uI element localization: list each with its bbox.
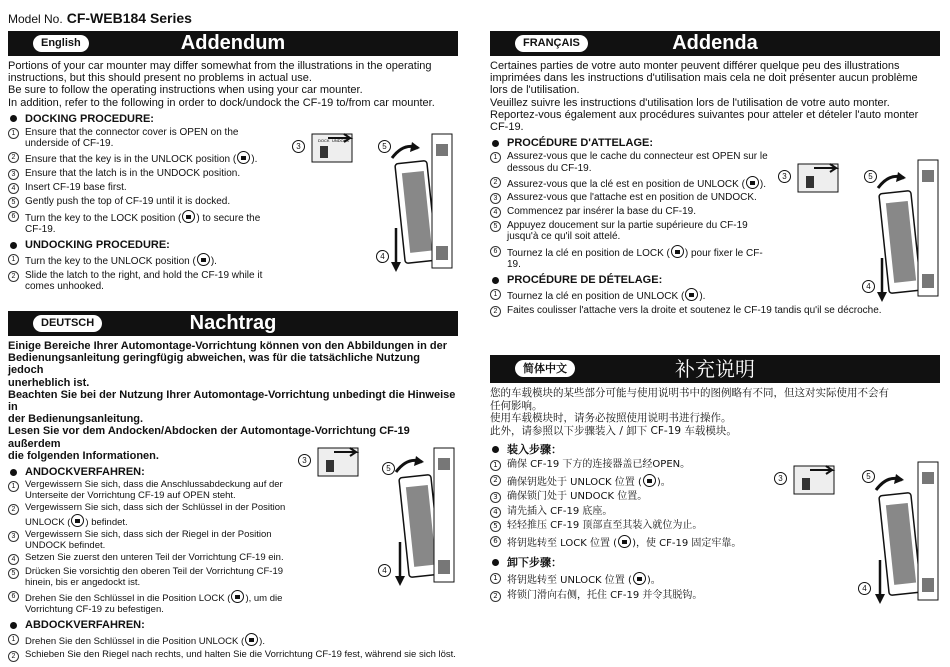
step-text: Vergewissern Sie sich, dass sich der Schlüssel in der Position UNLOCK — [25, 502, 286, 528]
callout-4: 4 — [862, 280, 875, 293]
step-text: Appuyez doucement sur la partie supérieure du CF-19 jusqu'à ce qu'il soit attelé. — [507, 220, 748, 243]
step-item: 2 Ensure that the key is in the UNLOCK position ( ). — [8, 151, 278, 165]
step-item — [490, 151, 770, 174]
bullet-icon — [492, 277, 499, 284]
step-item — [490, 192, 770, 204]
step-text: 将钥匙转至 UNLOCK 位置 — [507, 575, 625, 586]
step-text: Turn the key to the UNLOCK position — [25, 256, 190, 268]
undocking-steps — [8, 633, 458, 662]
lock-icon — [618, 535, 631, 548]
step-number: 5 — [490, 221, 501, 232]
bullet-icon — [492, 446, 499, 453]
bullet-icon — [10, 242, 17, 249]
step-text: Ensure that the latch is in the UNDOCK position. — [25, 167, 241, 179]
heading-text: 装入步骤： — [507, 443, 562, 456]
step-number: 1 — [490, 289, 501, 300]
step-text: Gently push the top of CF-19 until it is docked. — [25, 195, 231, 207]
car-mounter-diagram — [778, 152, 944, 304]
intro-line: die folgenden Informationen. — [8, 449, 159, 462]
unlock-icon — [685, 288, 698, 301]
step-number: 1 — [8, 634, 19, 645]
heading-text: ABDOCKVERFAHREN: — [25, 619, 145, 632]
section-header — [8, 311, 458, 336]
step-number: 4 — [490, 507, 501, 518]
model-label: Model No. — [8, 12, 63, 26]
step-tail: befindet. — [88, 516, 128, 528]
docking-procedure-title — [490, 137, 940, 149]
step-number: 5 — [8, 197, 19, 208]
step-number: 2 — [490, 177, 501, 188]
step-item — [490, 305, 940, 317]
step-item — [8, 567, 298, 588]
step-number: 6 — [8, 591, 19, 602]
step-item: 1 Turn the key to the UNLOCK position ( ). — [8, 253, 278, 267]
car-mounter-diagram — [292, 128, 458, 278]
callout-3: 3 — [298, 454, 311, 467]
callout-4: 4 — [376, 250, 389, 263]
intro-line: CF-19. — [490, 121, 524, 134]
undocking-procedure-title — [8, 619, 458, 631]
step-number: 5 — [8, 568, 19, 579]
step-number: 1 — [490, 152, 501, 163]
intro-line: der Bedienungsanleitung. — [8, 413, 144, 426]
step-text: Assurez-vous que l'attache est en position de UNDOCK. — [507, 192, 757, 204]
step-text: Tournez la clé en position de UNLOCK — [507, 291, 679, 303]
callout-5: 5 — [382, 462, 395, 475]
step-tail: . — [702, 291, 706, 303]
unlock-icon — [633, 572, 646, 585]
step-tail: 。 — [660, 476, 671, 488]
heading-text: UNDOCKING PROCEDURE: — [25, 239, 170, 252]
mounter-illustration-zh — [774, 456, 944, 608]
step-tail: . — [254, 154, 258, 166]
step-item — [8, 270, 278, 293]
step-number: 2 — [490, 475, 501, 486]
docking-procedure-title — [490, 441, 940, 457]
step-text: Vergewissern Sie sich, dass sich der Riegel in der Position UNDOCK befindet. — [25, 529, 272, 551]
step-tail: . — [262, 636, 265, 648]
step-item — [8, 196, 278, 208]
step-item — [490, 220, 770, 243]
step-item: 6 Turn the key to the LOCK position ( ) to secure the CF-19. — [8, 210, 278, 236]
mounter-illustration-fr — [778, 152, 944, 304]
step-text: Vergewissern Sie sich, dass die Anschlussabdeckung auf der Unterseite der Vorrichtung CF-19 auf OPEN steht. — [25, 479, 283, 501]
section-title: Addenda — [672, 32, 758, 54]
unlock-icon — [71, 514, 84, 527]
mounter-illustration-de — [298, 442, 458, 592]
docking-steps — [490, 459, 770, 550]
intro-line: 您的车载模块的某些部分可能与使用说明书中的图例略有不同，但这对实际使用不会有 — [490, 387, 889, 399]
bullet-icon — [492, 140, 499, 147]
step-tail: , um die Vorrichtung CF-19 zu befestigen. — [25, 593, 283, 615]
intro-line: Certaines parties de votre auto monter peuvent différer quelque peu des illustrations — [490, 60, 900, 72]
intro-line: lors de l'utilisation. — [490, 84, 580, 97]
model-value: CF-WEB184 Series — [66, 10, 192, 26]
step-item — [8, 127, 278, 150]
step-text: 轻轻推压 CF-19 顶部直至其装入就位为止。 — [507, 520, 703, 531]
heading-text: 卸下步骤： — [507, 556, 562, 569]
intro-line: Beachten Sie bei der Nutzung Ihrer Automontage-Vorrichtung unbedingt die Hinweise in — [8, 388, 456, 414]
step-number: 6 — [490, 246, 501, 257]
unlock-icon — [197, 253, 210, 266]
step-number: 6 — [8, 211, 19, 222]
step-text: Slide the latch to the right, and hold the CF-19 while it comes unhooked. — [25, 269, 263, 292]
step-number: 2 — [490, 591, 501, 602]
step-item: 1 将钥匙转至 UNLOCK 位置 ( )。 — [490, 572, 940, 588]
model-number — [8, 10, 192, 26]
docking-steps — [490, 151, 770, 270]
intro-line: Portions of your car mounter may differ somewhat from the illustrations in the operating — [8, 60, 432, 72]
unlock-icon — [237, 151, 250, 164]
step-item — [8, 553, 298, 565]
section-header — [8, 31, 458, 56]
bullet-icon — [10, 622, 17, 629]
bullet-icon — [10, 115, 17, 122]
step-number: 3 — [490, 492, 501, 503]
intro-line: Reportez-vous également aux procédures suivantes pour atteler et dételer l'auto monter — [490, 108, 919, 121]
step-item: 2 确保钥匙处于 UNLOCK 位置 ( )。 — [490, 474, 770, 490]
intro-text — [8, 60, 458, 109]
step-tail: pour fixer le CF-19. — [507, 247, 763, 270]
step-item — [8, 182, 278, 194]
step-text: Commencez par insérer la base du CF-19. — [507, 206, 696, 218]
step-text: Setzen Sie zuerst den unteren Teil der Vorrichtung CF-19 ein. — [25, 552, 284, 564]
step-item — [490, 459, 770, 472]
intro-line: Lesen Sie vor dem Andocken/Abdocken der Automontage-Vorrichtung CF-19 außerdem — [8, 425, 410, 450]
callout-5: 5 — [378, 140, 391, 153]
step-item: 2 Assurez-vous que la clé est en position de UNLOCK ( ). — [490, 176, 770, 190]
unlock-icon — [746, 176, 759, 189]
intro-line: imprimées dans les instructions d'utilisation mais cela ne doit présenter aucun problème — [490, 72, 918, 85]
step-item: 1 Tournez la clé en position de UNLOCK ( ). — [490, 288, 940, 302]
section-header — [490, 355, 940, 383]
step-item: 6 将钥匙转至 LOCK 位置 ( )，使 CF-19 固定牢靠。 — [490, 535, 770, 551]
intro-line: Veuillez suivre les instructions d'utilisation lors de l'utilisation de votre auto monter. — [490, 96, 890, 109]
heading-text: DOCKING PROCEDURE: — [25, 112, 154, 125]
step-number: 4 — [490, 207, 501, 218]
step-number: 3 — [8, 531, 19, 542]
step-tail: to secure the CF-19. — [25, 212, 261, 235]
step-number: 4 — [8, 183, 19, 194]
step-number: 5 — [490, 521, 501, 532]
unlock-icon — [245, 633, 258, 646]
dock-label: DOCK — [318, 138, 330, 143]
step-number: 4 — [8, 554, 19, 565]
step-number: 2 — [8, 152, 19, 163]
intro-line: Be sure to follow the operating instructions when using your car mounter. — [8, 84, 363, 97]
callout-5: 5 — [864, 170, 877, 183]
step-tail: 。 — [650, 575, 661, 586]
step-number: 1 — [490, 573, 501, 584]
step-item: 1 Drehen Sie den Schlüssel in die Position UNLOCK ( ). — [8, 633, 458, 648]
step-item: 6 Drehen Sie den Schlüssel in die Position LOCK ( ), um die Vorrichtung CF-19 zu befestigen. — [8, 590, 298, 615]
step-text: 将锁门滑向右侧，托住 CF-19 并令其脱钩。 — [507, 589, 703, 601]
step-item — [490, 506, 770, 519]
step-text: 确保 CF-19 下方的连接器盖已经OPEN。 — [507, 459, 691, 470]
step-text: 确保钥匙处于 UNLOCK 位置 — [507, 476, 635, 488]
intro-text — [490, 60, 940, 133]
step-number: 1 — [8, 128, 19, 139]
intro-line: instructions, but this should present no problems in actual use. — [8, 72, 312, 85]
heading-text: PROCÉDURE D'ATTELAGE: — [507, 137, 654, 150]
callout-4: 4 — [378, 564, 391, 577]
language-badge: English — [33, 35, 89, 52]
step-text: Ensure that the key is in the UNLOCK position — [25, 154, 231, 166]
step-tail: . — [214, 256, 217, 268]
intro-line: Bedienungsanleitung geringfügig abweichen, was für die tatsächliche Nutzung jedoch — [8, 352, 420, 377]
step-text: 确保锁门处于 UNDOCK 位置。 — [507, 491, 648, 502]
step-number: 2 — [8, 271, 19, 282]
undock-label: UNDOCK — [332, 138, 350, 143]
intro-line: Einige Bereiche Ihrer Automontage-Vorrichtung können von den Abbildungen in der — [8, 340, 448, 352]
step-item: 2 Vergewissern Sie sich, dass sich der Schlüssel in der Position UNLOCK ( ) befindet. — [8, 503, 298, 528]
step-tail: . — [763, 178, 767, 190]
docking-steps — [8, 127, 278, 235]
intro-line: 任何影响。 — [490, 399, 543, 412]
step-text: Tournez la clé en position de LOCK — [507, 247, 664, 259]
section-title: Nachtrag — [189, 312, 277, 334]
step-text: Drehen Sie den Schlüssel in die Position LOCK — [25, 593, 225, 605]
step-text: Insert CF-19 base first. — [25, 181, 127, 193]
step-item — [8, 168, 278, 180]
callout-3: 3 — [778, 170, 791, 183]
step-text: Drücken Sie vorsichtig den oberen Teil der Vorrichtung CF-19 hinein, bis er angedockt ist. — [25, 566, 284, 588]
step-text: Turn the key to the LOCK position — [25, 212, 176, 224]
step-text: 请先插入 CF-19 底座。 — [507, 505, 613, 517]
step-number: 3 — [490, 193, 501, 204]
intro-line: In addition, refer to the following in order to dock/undock the CF-19 to/from car mounter. — [8, 96, 435, 109]
step-item — [490, 206, 770, 218]
docking-procedure-title — [8, 113, 458, 125]
lock-icon — [671, 245, 684, 258]
step-tail: ，使 CF-19 固定牢靠。 — [635, 537, 742, 549]
step-text: Faites coulisser l'attache vers la droite et soutenez le CF-19 tandis qu'il se décroche. — [507, 304, 882, 316]
mounter-illustration-en — [292, 128, 458, 278]
intro-line: 此外，请参照以下步骤装入 / 卸下 CF-19 车载模块。 — [490, 424, 737, 437]
language-badge: 简体中文 — [515, 360, 575, 377]
undocking-steps — [8, 253, 278, 292]
intro-line: unerheblich ist. — [8, 376, 90, 389]
step-item — [8, 530, 298, 551]
step-text: 将钥匙转至 LOCK 位置 — [507, 537, 610, 549]
step-text: Drehen Sie den Schlüssel in die Position UNLOCK — [25, 636, 239, 648]
step-number: 1 — [8, 254, 19, 265]
step-number: 2 — [8, 651, 19, 662]
step-number: 2 — [490, 306, 501, 317]
step-text: Assurez-vous que le cache du connecteur est OPEN sur le dessous du CF-19. — [507, 151, 768, 174]
intro-line: 使用车载模块时，请务必按照使用说明书进行操作。 — [490, 412, 732, 424]
callout-5: 5 — [862, 470, 875, 483]
callout-3: 3 — [292, 140, 305, 153]
bullet-icon — [10, 469, 17, 476]
callout-3: 3 — [774, 472, 787, 485]
bullet-icon — [492, 559, 499, 566]
section-title: Addendum — [180, 32, 286, 54]
heading-text: ANDOCKVERFAHREN: — [25, 466, 145, 479]
step-item: 6 Tournez la clé en position de LOCK ( ) pour fixer le CF-19. — [490, 245, 770, 271]
heading-text: PROCÉDURE DE DÉTELAGE: — [507, 274, 663, 287]
step-number: 1 — [490, 460, 501, 471]
step-number: 6 — [490, 536, 501, 547]
callout-4: 4 — [858, 582, 871, 595]
section-title: 补充说明 — [675, 357, 755, 381]
step-text: Schieben Sie den Riegel nach rechts, und halten Sie die Vorrichtung CF-19 fest, während sie sich löst. — [25, 648, 456, 660]
language-badge: FRANÇAIS — [515, 35, 588, 52]
section-header — [490, 31, 940, 56]
lock-icon — [231, 590, 244, 603]
intro-text — [490, 387, 940, 437]
language-badge: DEUTSCH — [33, 315, 102, 332]
step-item — [490, 520, 770, 533]
step-item — [490, 491, 770, 504]
lock-icon — [182, 210, 195, 223]
step-number: 1 — [8, 481, 19, 492]
step-number: 3 — [8, 169, 19, 180]
unlock-icon — [643, 474, 656, 487]
docking-steps — [8, 480, 298, 615]
step-number: 2 — [8, 504, 19, 515]
step-text: Assurez-vous que la clé est en position de UNLOCK — [507, 178, 739, 190]
step-item — [8, 480, 298, 501]
step-text: Ensure that the connector cover is OPEN on the underside of CF-19. — [25, 126, 239, 150]
step-item — [8, 650, 458, 662]
